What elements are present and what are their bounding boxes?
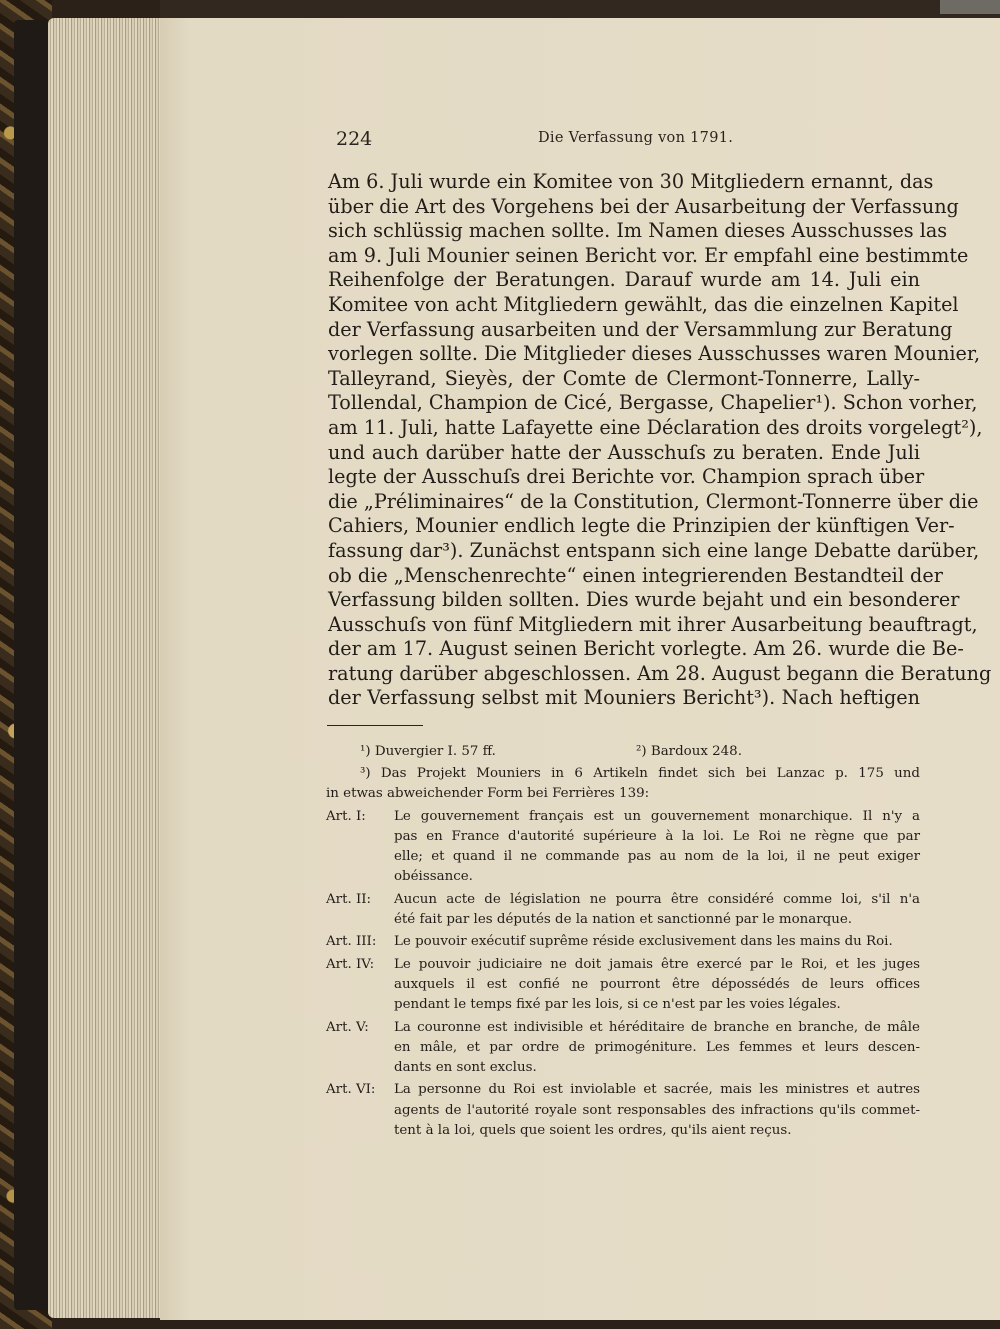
body-line: Am 6. Juli wurde ein Komitee von 30 Mitgliedern ernannt, das bbox=[328, 170, 934, 193]
body-line: legte der Ausschuſs drei Berichte vor. Champion sprach über bbox=[328, 465, 925, 489]
article-4 bbox=[326, 955, 920, 1016]
article-1 bbox=[326, 807, 920, 888]
footnote-3-line: in etwas abweichender Form bei Ferrières 139: bbox=[326, 786, 650, 802]
corner-background bbox=[940, 0, 1000, 14]
body-line: Komitee von acht Mitgliedern gewählt, das die einzelnen Kapitel bbox=[328, 292, 959, 316]
article-line: La couronne est indivisible et héréditaire de branche en branche, de mâle bbox=[394, 1019, 920, 1035]
page-number: 224 bbox=[336, 128, 373, 150]
article-2 bbox=[326, 890, 920, 931]
body-line: sich schlüssig machen sollte. Im Namen dieses Ausschusses las bbox=[328, 219, 948, 243]
page-header bbox=[336, 128, 936, 158]
article-line: Le pouvoir exécutif suprême réside exclusivement dans les mains du Roi. bbox=[394, 934, 893, 950]
body-line: über die Art des Vorgehens bei der Ausarbeitung der Verfassung bbox=[328, 194, 959, 218]
footnote-3-line: ³) Das Projekt Mouniers in 6 Artikeln findet sich bei Lanzac p. 175 und bbox=[360, 766, 920, 781]
body-line: der Verfassung ausarbeiten und der Versammlung zur Beratung bbox=[328, 317, 953, 341]
article-line: tent à la loi, quels que soient les ordres, qu'ils aient reçus. bbox=[394, 1123, 792, 1139]
body-line: Cahiers, Mounier endlich legte die Prinzipien der künftigen Ver- bbox=[328, 514, 955, 538]
article-line: agents de l'autorité royale sont responsables des infractions qu'ils commet- bbox=[394, 1102, 920, 1118]
running-title: Die Verfassung von 1791. bbox=[538, 130, 734, 146]
body-line: am 11. Juli, hatte Lafayette eine Déclaration des droits vorgelegt²), bbox=[328, 415, 983, 439]
body-line: Talleyrand, Sieyès, der Comte de Clermont-Tonnerre, Lally- bbox=[328, 366, 920, 390]
article-5 bbox=[326, 1018, 920, 1079]
footnote-pair bbox=[326, 742, 920, 764]
book-spine-edge bbox=[14, 20, 50, 1310]
article-label: Art. I: bbox=[326, 808, 366, 824]
body-line: Ausschuſs von fünf Mitgliedern mit ihrer Ausarbeitung beauftragt, bbox=[328, 612, 978, 636]
article-line: Aucun acte de législation ne pourra être considéré comme loi, s'il n'a bbox=[394, 891, 920, 907]
body-line: und auch darüber hatte der Ausschuſs zu beraten. Ende Juli bbox=[328, 440, 920, 464]
body-line: Verfassung bilden sollten. Dies wurde bejaht und ein besonderer bbox=[328, 588, 960, 612]
article-line: été fait par les députés de la nation et sanctionné par le monarque. bbox=[394, 912, 853, 928]
body-line: der am 17. August seinen Bericht vorlegte. Am 26. wurde die Be- bbox=[328, 637, 964, 661]
article-line: Le gouvernement français est un gouvernement monarchique. Il n'y a bbox=[394, 808, 920, 824]
article-line: obéissance. bbox=[394, 869, 473, 885]
footnote-separator bbox=[327, 725, 423, 726]
body-line: Tollendal, Champion de Cicé, Bergasse, Chapelier¹). Schon vorher, bbox=[328, 391, 978, 415]
article-label: Art. III: bbox=[326, 934, 377, 950]
body-text bbox=[328, 170, 992, 711]
article-6 bbox=[326, 1080, 920, 1141]
article-line: La personne du Roi est inviolable et sacrée, mais les ministres et autres bbox=[394, 1082, 920, 1098]
page-stack-edges bbox=[48, 18, 168, 1318]
article-label: Art. IV: bbox=[326, 956, 375, 972]
body-line: ratung darüber abgeschlossen. Am 28. August begann die Beratung bbox=[328, 661, 992, 685]
footnote-1: ¹) Duvergier I. 57 ff. bbox=[360, 744, 496, 759]
body-line: der Verfassung selbst mit Mouniers Bericht³). Nach heftigen bbox=[328, 686, 920, 710]
body-line: vorlegen sollte. Die Mitglieder dieses Ausschusses waren Mounier, bbox=[328, 342, 981, 366]
article-label: Art. II: bbox=[326, 891, 372, 907]
article-3 bbox=[326, 932, 920, 952]
article-line: pendant le temps fixé par les lois, si ce n'est par les voies légales. bbox=[394, 997, 841, 1013]
footnote-2: ²) Bardoux 248. bbox=[636, 744, 742, 759]
article-line: auxquels il est confié ne pourront être dépossédés de leurs offices bbox=[394, 976, 920, 992]
body-line: ob die „Menschenrechte“ einen integrierenden Bestandteil der bbox=[328, 563, 943, 587]
article-label: Art. V: bbox=[326, 1019, 369, 1035]
article-line: en mâle, et par ordre de primogéniture. Les femmes et leurs descen- bbox=[394, 1039, 920, 1055]
article-line: Le pouvoir judiciaire ne doit jamais être exercé par le Roi, et les juges bbox=[394, 956, 920, 972]
article-label: Art. VI: bbox=[326, 1082, 376, 1098]
body-line: am 9. Juli Mounier seinen Bericht vor. Er empfahl eine bestimmte bbox=[328, 243, 969, 267]
top-background bbox=[160, 0, 1000, 20]
footnotes bbox=[326, 742, 920, 1141]
body-line: Reihenfolge der Beratungen. Darauf wurde am 14. Juli ein bbox=[328, 268, 920, 292]
body-line: fassung dar³). Zunächst entspann sich eine lange Debatte darüber, bbox=[328, 538, 980, 562]
body-line: die „Préliminaires“ de la Constitution, Clermont-Tonnerre über die bbox=[328, 489, 979, 513]
article-line: pas en France d'autorité supérieure à la loi. Le Roi ne règne que par bbox=[394, 828, 920, 844]
article-line: dants en sont exclus. bbox=[394, 1060, 537, 1076]
article-line: elle; et quand il ne commande pas au nom de la loi, il ne peut exiger bbox=[394, 849, 920, 865]
